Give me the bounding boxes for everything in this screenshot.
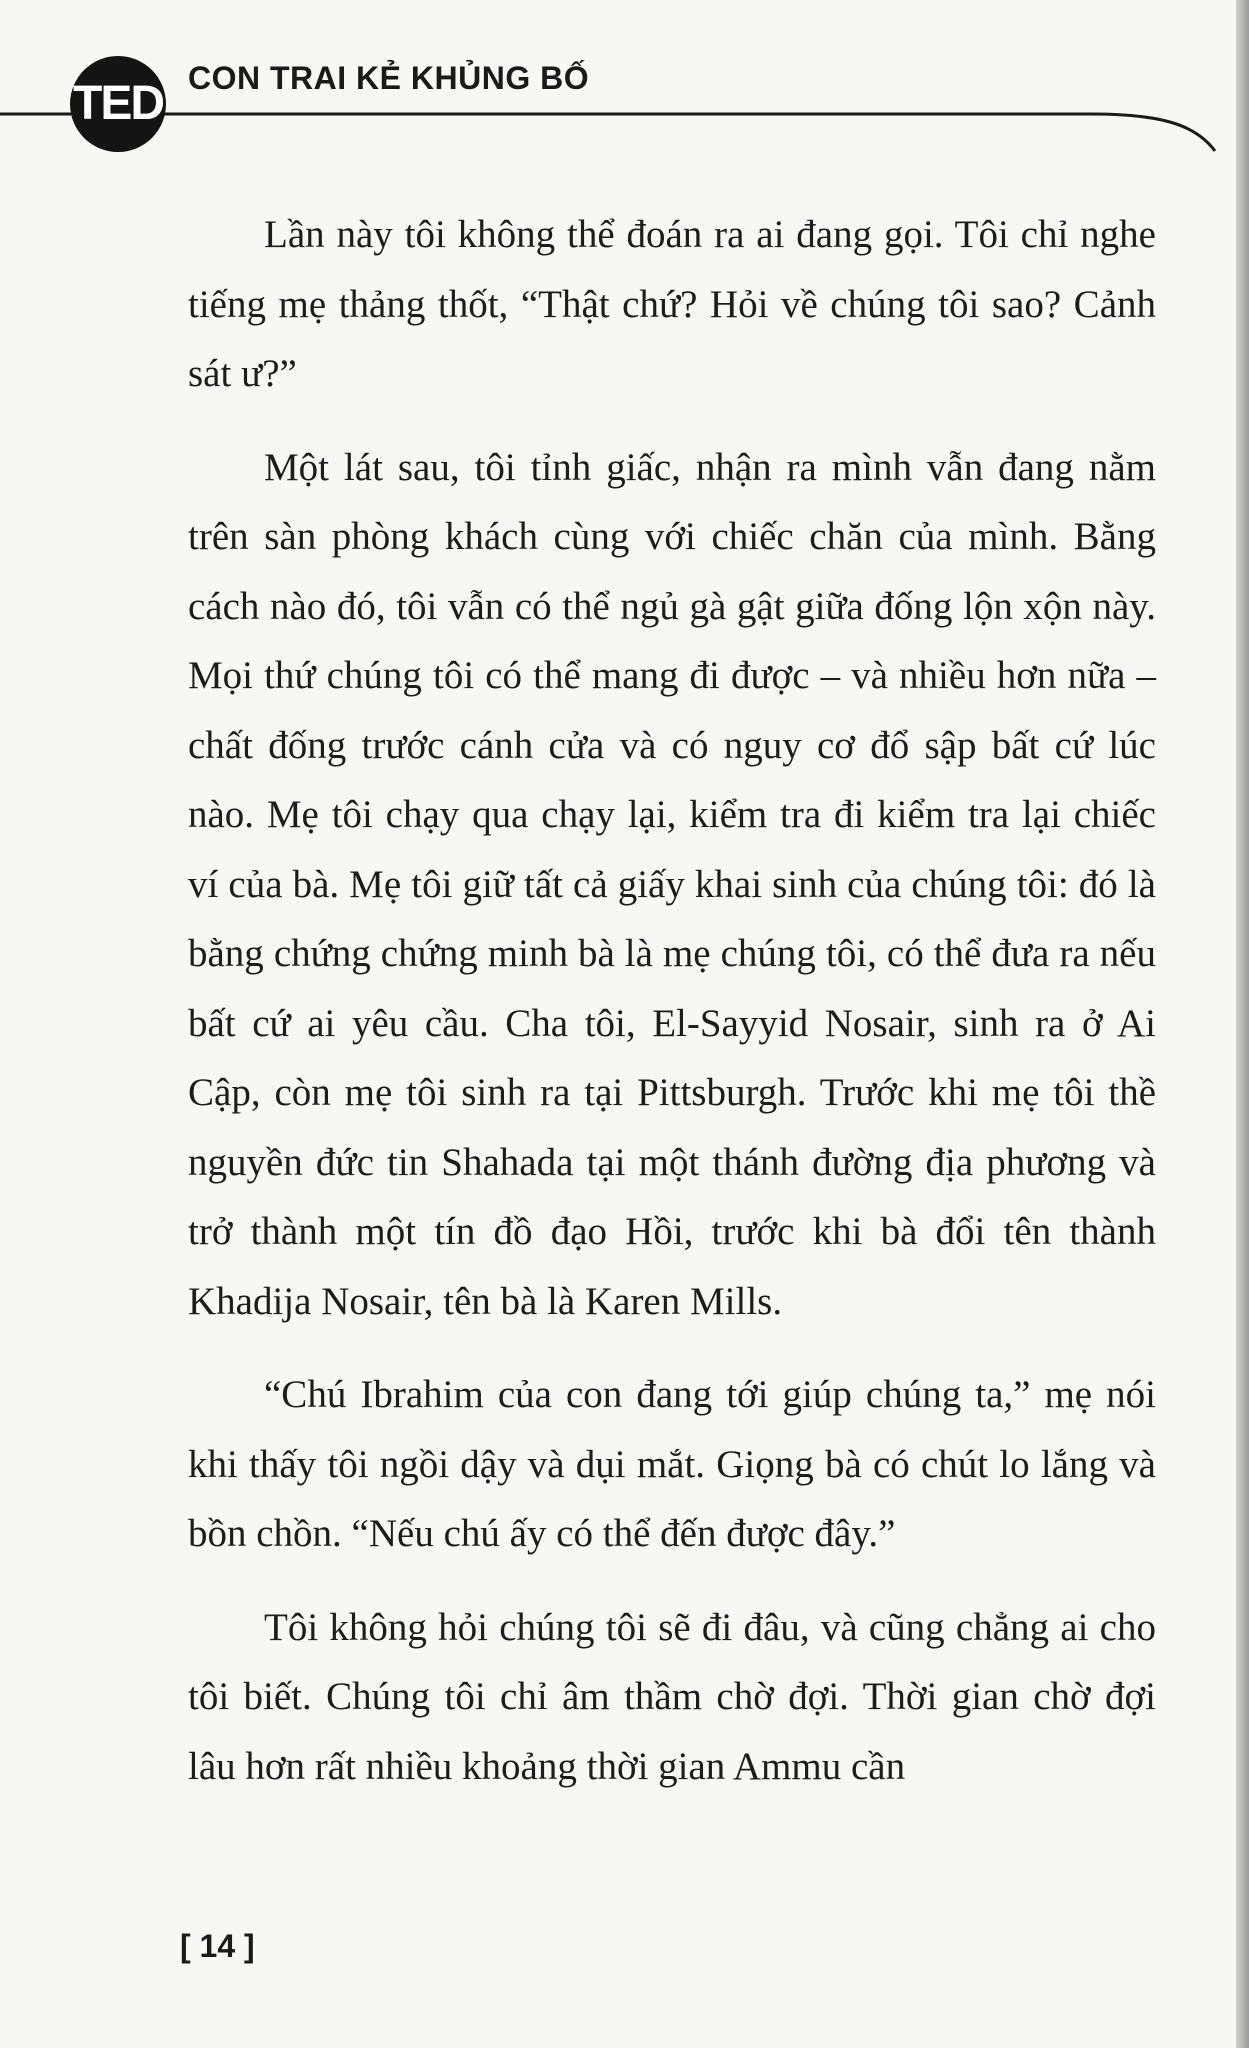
paragraph: “Chú Ibrahim của con đang tới giúp chúng ta,” mẹ nói khi thấy tôi ngồi dậy và dụi mắt. Giọng bà có chút lo lắng và bồn chồn. “Nếu chú ấy có thể đến được đây.”: [188, 1373, 1156, 1555]
paragraph: Lần này tôi không thể đoán ra ai đang gọi. Tôi chỉ nghe tiếng mẹ thảng thốt, “Thật chứ? Hỏi về chúng tôi sao? Cảnh sát ư?”: [188, 213, 1156, 395]
ted-logo: TED: [70, 56, 166, 152]
body-text: [188, 200, 1156, 1825]
page-edge: [1236, 0, 1249, 2048]
page-number: [ 14 ]: [180, 1928, 255, 1964]
page-header: [0, 48, 1236, 158]
paragraph: Tôi không hỏi chúng tôi sẽ đi đâu, và cũng chẳng ai cho tôi biết. Chúng tôi chỉ âm thầm chờ đợi. Thời gian chờ đợi lâu hơn rất nhiều khoảng thời gian Ammu cần: [188, 1605, 1156, 1788]
paragraph: Một lát sau, tôi tỉnh giấc, nhận ra mình vẫn đang nằm trên sàn phòng khách cùng với chiếc chăn của mình. Bằng cách nào đó, tôi vẫn có thể ngủ gà gật giữa đống lộn xộn này. Mọi thứ chúng tôi có thể mang đi được – và nhiều hơn nữa – chất đống trước cánh cửa và có nguy cơ đổ sập bất cứ lúc nào. Mẹ tôi chạy qua chạy lại, kiểm tra đi kiểm tra lại chiếc ví của bà. Mẹ tôi giữ tất cả giấy khai sinh của chúng tôi: đó là bằng chứng chứng minh bà là mẹ chúng tôi, có thể đưa ra nếu bất cứ ai yêu cầu. Cha tôi, El-Sayyid Nosair, sinh ra ở Ai Cập, còn mẹ tôi sinh ra tại Pittsburgh. Trước khi mẹ tôi thề nguyền đức tin Shahada tại một thánh đường địa phương và trở thành một tín đồ đạo Hồi, trước khi bà đổi tên thành Khadija Nosair, tên bà là Karen Mills.: [188, 445, 1156, 1323]
header-rule: [0, 106, 1236, 156]
running-title: CON TRAI KẺ KHỦNG BỐ: [188, 60, 590, 96]
